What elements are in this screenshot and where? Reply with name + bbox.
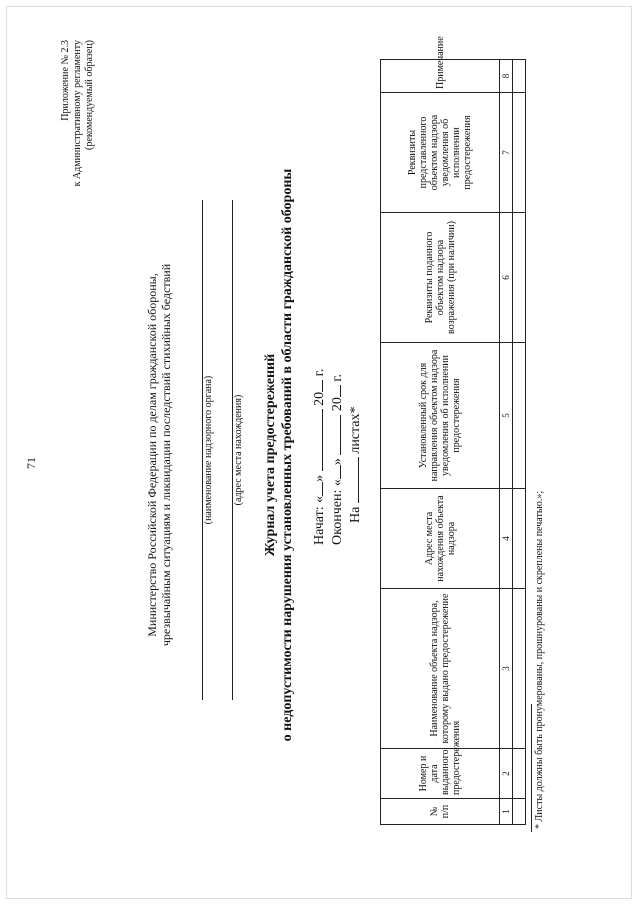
table-cell <box>513 93 526 213</box>
column-header: Установленный срок для направления объектом надзора уведомления об исполнении предостережения <box>381 343 500 489</box>
start-year-blank <box>310 380 323 392</box>
column-number: 4 <box>500 489 513 589</box>
table-cell <box>513 60 526 93</box>
appendix-sample-note: (рекомендуемый образец) <box>84 40 95 150</box>
sheets-count-blank <box>346 457 359 503</box>
start-quote-close: » <box>312 474 327 482</box>
authority-name-caption: (наименование надзорного органа) <box>203 375 214 525</box>
footnote-separator <box>531 704 532 832</box>
end-year-blank <box>328 385 341 397</box>
start-date-label: Начат: « <box>312 495 327 545</box>
column-number: 3 <box>500 589 513 749</box>
start-year-prefix: 20 <box>312 391 327 406</box>
journal-title-line-2: о недопустимости нарушения установленных требований в области гражданской обороны <box>280 168 295 742</box>
table-cell <box>513 489 526 589</box>
column-header: Наименование объекта надзора, которому выдано предостережение <box>381 589 500 749</box>
column-header: № п/п <box>381 799 500 825</box>
column-header: Номер и дата выданного предостережения <box>381 749 500 799</box>
ministry-line-2: чрезвычайным ситуациям и ликвидации последствий стихийных бедствий <box>159 263 173 647</box>
table-empty-row <box>513 60 526 825</box>
sheets-line <box>346 369 364 545</box>
ministry-heading <box>145 165 173 745</box>
column-number: 6 <box>500 213 513 343</box>
start-day-blank <box>310 482 323 496</box>
start-month-blank <box>310 409 323 471</box>
warnings-register-table <box>380 36 526 825</box>
table-cell <box>513 343 526 489</box>
table-cell <box>513 749 526 799</box>
start-year-suffix: г. <box>312 368 327 377</box>
journal-title <box>262 105 296 805</box>
appendix-reference: к Административному регламенту <box>72 40 83 187</box>
end-year-prefix: 20 <box>330 397 345 412</box>
end-year-suffix: г. <box>330 373 345 382</box>
column-number: 7 <box>500 93 513 213</box>
appendix-number: Приложение № 2.3 <box>60 40 71 121</box>
start-date-line <box>310 369 328 545</box>
column-number: 1 <box>500 799 513 825</box>
journal-dates <box>310 369 364 545</box>
ministry-line-1: Министерство Российской Федерации по делам гражданской обороны, <box>145 273 159 637</box>
column-number-row <box>500 60 513 825</box>
sheets-suffix: листах* <box>348 406 363 454</box>
column-header: Адрес места нахождения объекта надзора <box>381 489 500 589</box>
journal-title-line-1: Журнал учета предостережений <box>263 353 278 557</box>
column-header: Реквизиты представленного объектом надзора уведомления об исполнении предостережения <box>381 93 500 213</box>
column-number: 5 <box>500 343 513 489</box>
sheets-prefix: На <box>348 506 363 523</box>
end-quote-close: » <box>330 458 345 466</box>
location-address-caption: (адрес места нахождения) <box>233 394 244 506</box>
column-number: 2 <box>500 749 513 799</box>
end-month-blank <box>328 415 341 455</box>
column-header: Реквизиты поданного объектом надзора возражения (при наличии) <box>381 213 500 343</box>
end-date-label: Окончен: « <box>330 479 345 545</box>
end-date-line <box>328 369 346 545</box>
appendix-note <box>60 40 96 186</box>
table-cell <box>513 799 526 825</box>
table-cell <box>513 213 526 343</box>
column-header: Примечание <box>381 60 500 93</box>
end-day-blank <box>328 465 341 479</box>
column-number: 8 <box>500 60 513 93</box>
footnote: * Листы должны быть пронумерованы, прошнурованы и скреплены печатью.»; <box>534 490 545 829</box>
table-header-row <box>381 60 500 825</box>
table-cell <box>513 589 526 749</box>
page-number: 71 <box>24 457 38 469</box>
